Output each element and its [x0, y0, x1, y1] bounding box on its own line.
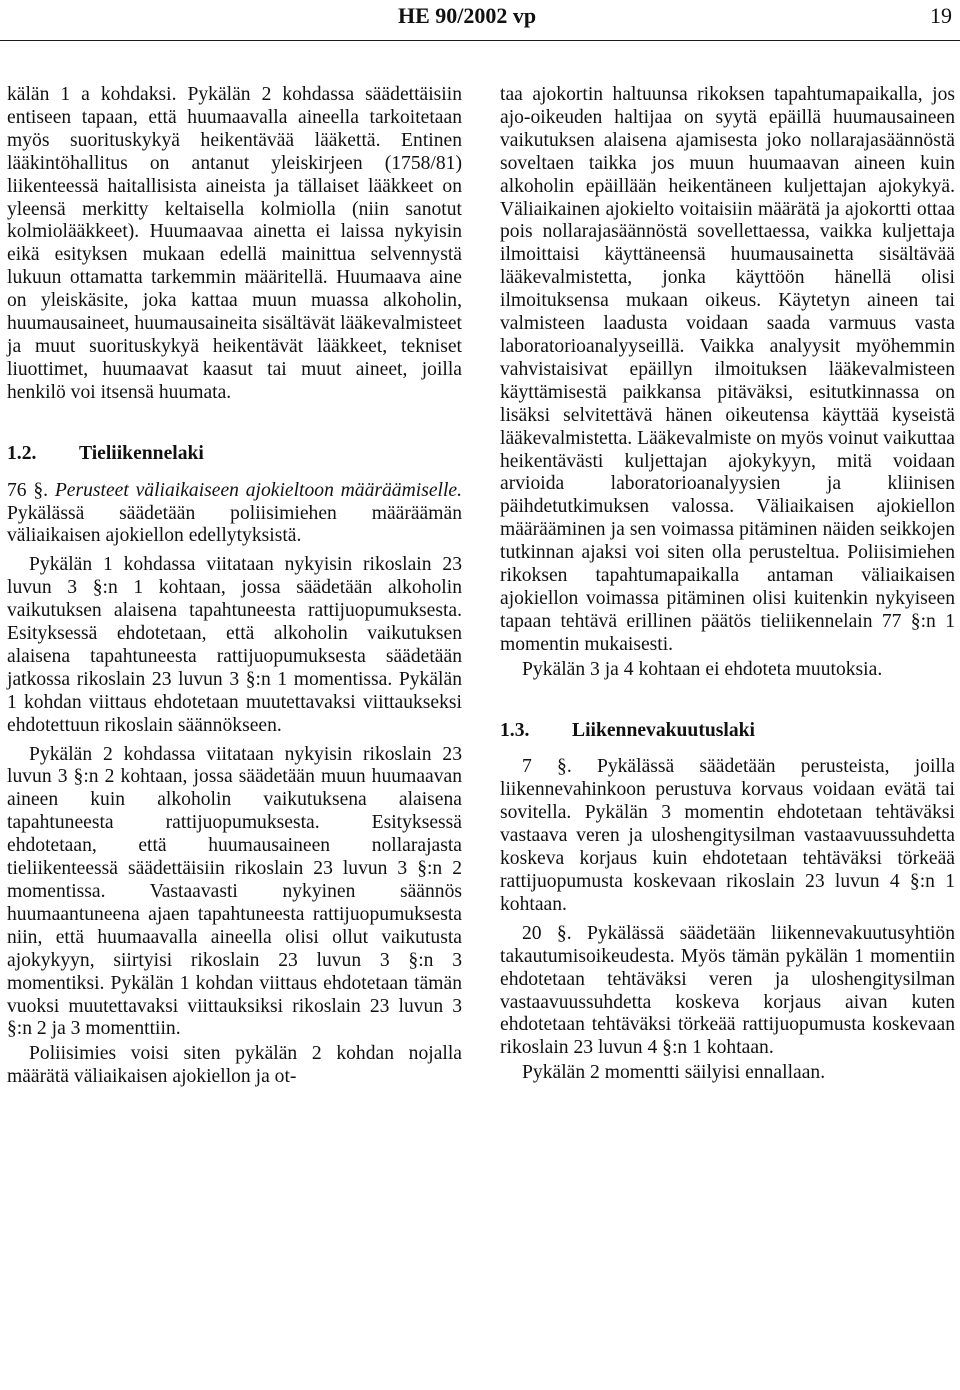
right-column [500, 84, 955, 1085]
article-text: Pykälässä säädetään poliisimiehen määräämän väliaikaisen ajokiellon edellytyksistä. [7, 502, 462, 547]
paragraph: Pykälän 3 ja 4 kohtaan ei ehdoteta muutoksia. [522, 658, 883, 680]
section-number: 1.3. [500, 719, 530, 741]
paragraph: Poliisimies voisi siten pykälän 2 kohdan nojalla määrätä väliaikaisen ajokiellon ja ot- [7, 1043, 462, 1088]
paragraph: taa ajokortin haltuunsa rikoksen tapahtumapaikalla, jos ajo-oikeuden haltijaa on syytä epäillä huumausaineen vaikutuksen alaisena ajamisesta joko nollarajasäännöstä soveltaen taikka jos muun huumaavan aineen kuin alkoholin epäillään heikentäneen kuljettajan ajokykyä. Väliaikainen ajokielto voitaisiin määrätä ja ajokortti ottaa pois nollarajasäännöstä sovellettaessa, vaikka kuljettaja ilmoittaisi käyttäneensä huumausainetta sisältävää lääkevalmistetta, jonka käyttöön hänellä olisi ilmoituksensa mukaan oikeus. Käytetyn aineen tai valmisteen laadusta voidaan saada varmuus vasta laboratorioanalyyseillä. Vaikka analyysit myöhemmin vahvistaisivat epäillyn ilmoituksen lääkevalmisteen käyttämisestä paikkansa pitäväksi, esitutkinnassa on lisäksi selvitettävä hänen oikeutensa käyttää kyseistä lääkevalmistetta. Lääkevalmiste on myös voinut vaikuttaa heikentävästi kuljettajan ajokykyyn, mitä voidaan arvioida laboratorioanalyysien ja kliinisen päihdetutkimuksen valossa. Väliaikaisen ajokiellon määrääminen ja sen voimassa pitäminen näiden seikkojen tutkinnan ajaksi voi siten olla perusteltua. Poliisimiehen rikoksen tapahtumapaikalla antaman väliaikaisen ajokiellon voimassa pitäminen olisi kuitenkin nykyiseen tapaan tehtävä erillinen päätös tieliikennelain 77 §:n 1 momentin mukaisesti. [500, 84, 955, 655]
section-title: Tieliikennelaki [79, 442, 204, 464]
section-heading [7, 443, 462, 466]
page-number: 19 [930, 3, 952, 28]
paragraph: Pykälän 1 kohdassa viitataan nykyisin rikoslain 23 luvun 3 §:n 1 kohtaan, jossa säädetään alkoholin vaikutuksen alaisena tapahtuneesta rattijuopumuksesta. Esityksessä ehdotetaan, että alkoholin vaikutuksen alaisena tapahtuneesta rattijuopumuksesta säädetään jatkossa rikoslain 23 luvun 3 §:n 1 momentissa. Pykälän 1 kohdan viittaus ehdotetaan muutettavaksi viittaukseksi ehdotettuun rikoslain säännökseen. [7, 554, 462, 736]
article-number: 76 §. [7, 479, 49, 501]
document-id: HE 90/2002 vp [398, 3, 537, 28]
left-column [7, 84, 462, 1089]
paragraph: Pykälän 2 kohdassa viitataan nykyisin rikoslain 23 luvun 3 §:n 2 kohtaan, jossa säädetään muun huumaavan aineen kuin alkoholin vaikutuksena alaisena tapahtuneesta rattijuopumuksesta. Esityksessä ehdotetaan, että huumausaineen nollarajasta tieliikenteessä säädettäisiin rikoslain 23 luvun 3 §:n 2 momentissa. Vastaavasti nykyinen säännös huumaantuneena ajaen tapahtuneesta rattijuopumuksesta niin, että huumaavalla aineella olisi ollut vaikutusta ajokykyyn, siirtyisi rikoslain 23 luvun 3 §:n 3 momentiksi. Pykälän 1 kohdan viittaus ehdotetaan tämän vuoksi muutettavaksi viittauksiksi rikoslain 23 luvun 3 §:n 2 ja 3 momenttiin. [7, 743, 462, 1040]
paragraph: Pykälän 2 momentti säilyisi ennallaan. [522, 1062, 826, 1084]
article-paragraph [7, 480, 462, 549]
paragraph: 7 §. Pykälässä säädetään perusteista, joilla liikennevahinkoon perustuva korvaus voidaan evätä tai sovitella. Pykälän 3 momentin ehdotetaan tehtäväksi vastaava veren ja uloshengitysilman vastaavuussuhdetta koskeva korjaus kuin ehdotetaan tehtäväksi törkeää rattijuopumusta koskevaan rikoslain 23 luvun 4 §:n 1 kohtaan. [500, 756, 955, 915]
section-number: 1.2. [7, 442, 37, 464]
paragraph: 20 §. Pykälässä säädetään liikennevakuutusyhtiön takautumisoikeudesta. Myös tämän pykälän 1 momentiin ehdotetaan tehtäväksi veren ja uloshengitysilman vastaavuussuhdetta koskeva korjaus aivan kuten ehdotetaan tehtäväksi törkeää rattijuopumusta koskevaan rikoslain 23 luvun 4 §:n 1 kohtaan. [500, 922, 955, 1059]
section-heading [500, 720, 955, 743]
article-title: Perusteet väliaikaiseen ajokieltoon määräämiselle. [54, 479, 463, 501]
section-title: Liikennevakuutuslaki [572, 719, 755, 741]
paragraph: kälän 1 a kohdaksi. Pykälän 2 kohdassa säädettäisiin entiseen tapaan, että huumaavalla aineella tarkoitetaan myös suorituskykyä heikentävää lääkettä. Entinen lääkintöhallitus on antanut yleiskirjeen (1758/81) liikenteessä haitallisista aineista ja tällaiset lääkkeet on yleensä merkitty keltaisella kolmiolla (niin sanotut kolmiolääkkeet). Huumaavaa ainetta ei laissa nykyisin eikä esityksen mukaan edellä mainittua selvennystä lukuun ottamatta tarkemmin määritellä. Huumaava aine on yleiskäsite, joka kattaa muun muassa alkoholin, huumausaineet, huumausaineita sisältävät lääkevalmisteet ja muut suorituskykyä heikentävät lääkkeet, tekniset liuottimet, huumaavat kaasut tai muut aineet, joilla henkilö voi itsensä huumata. [7, 84, 462, 403]
page-header [0, 0, 960, 41]
